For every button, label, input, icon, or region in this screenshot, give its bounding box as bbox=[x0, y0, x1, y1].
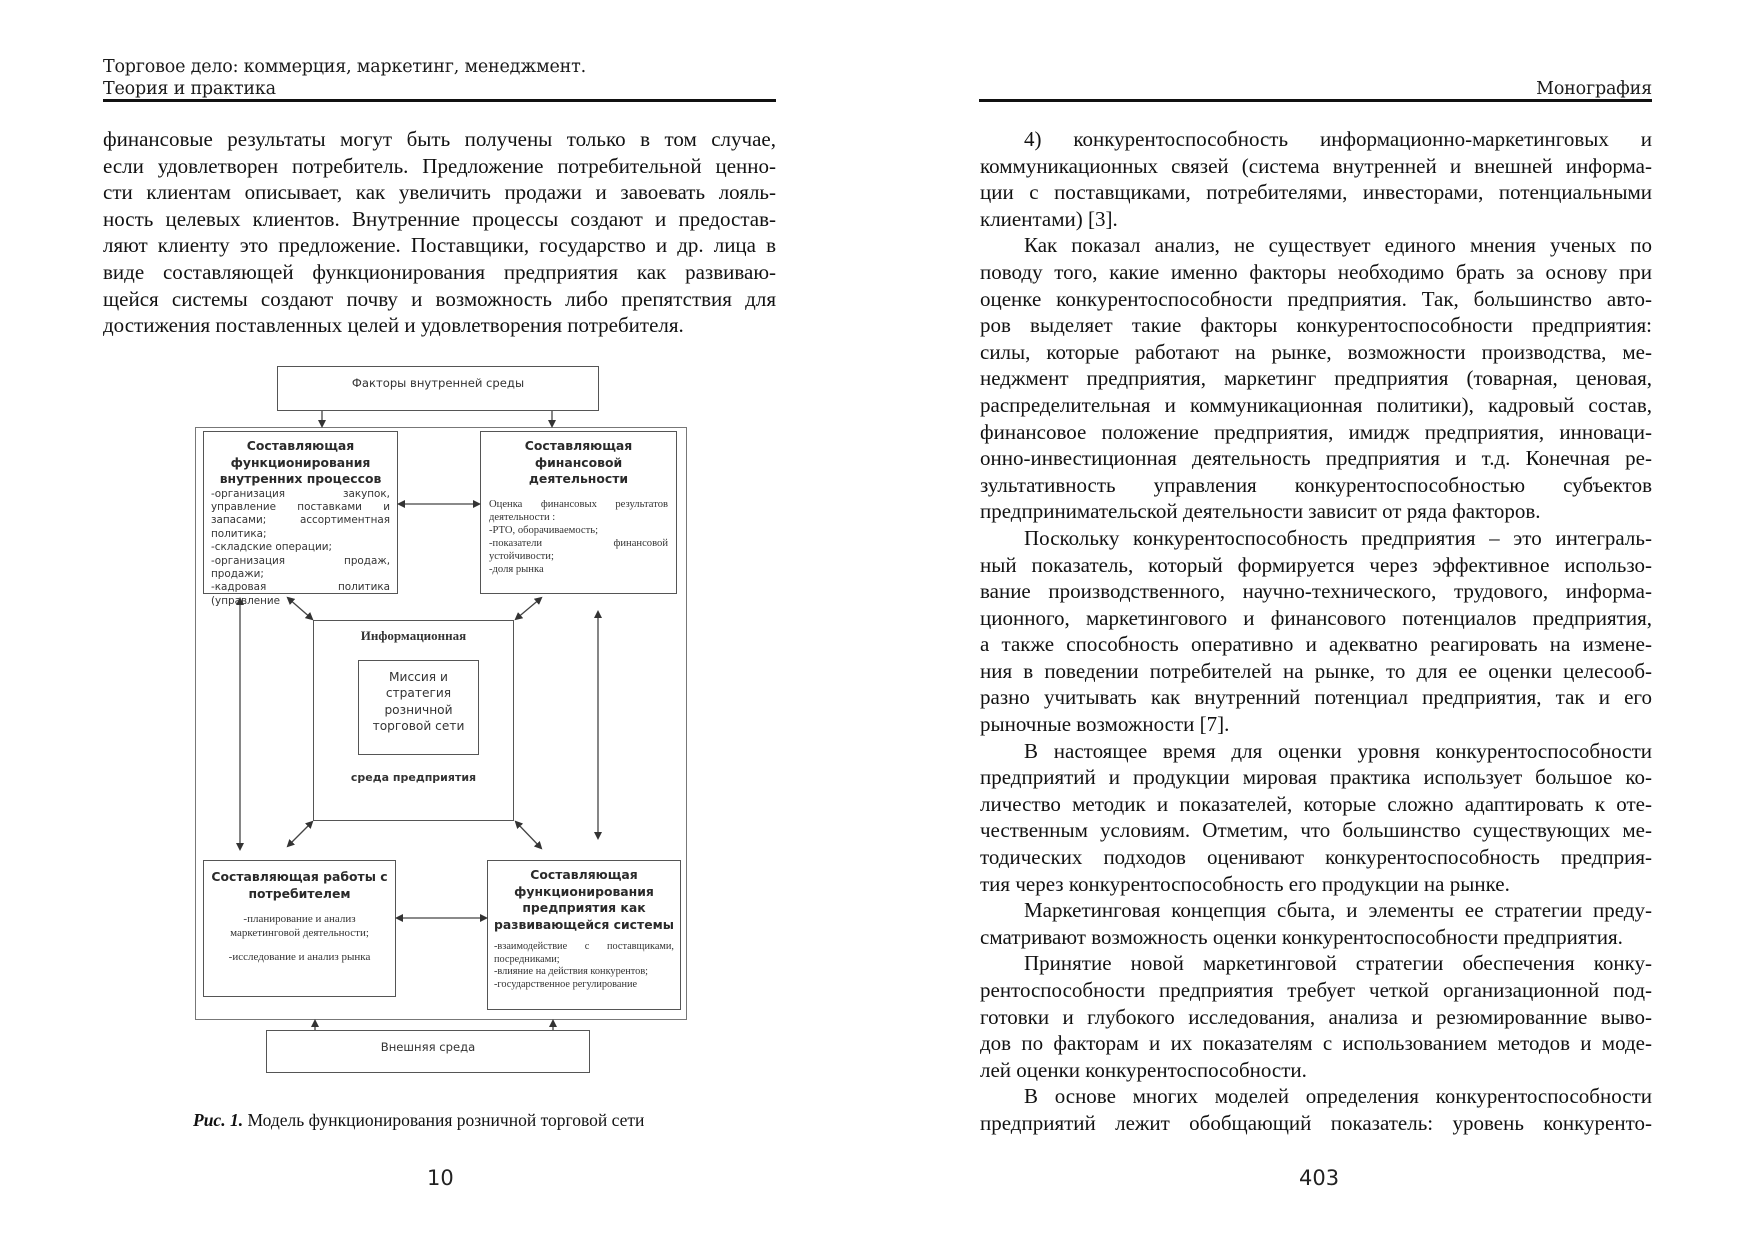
body-line: вание производственного, научно-технического, трудового, информа- bbox=[980, 579, 1652, 604]
box-title-line: предприятия как bbox=[522, 900, 646, 915]
body-line: неджмент предприятия, маркетинг предприятия (товарная, ценовая, bbox=[980, 366, 1652, 391]
box-title-line: деятельности bbox=[528, 471, 629, 486]
mission-line: торговой сети bbox=[372, 718, 465, 733]
body-line: предприятий лежит обобщающий показатель: уровень конкуренто- bbox=[980, 1110, 1652, 1135]
box-item-line: -доля рынка bbox=[489, 563, 544, 575]
body-line: разно учитывать как внутренний потенциал предприятия, так и его bbox=[980, 685, 1652, 710]
double-arrow-icon bbox=[288, 598, 312, 619]
body-line: финансовые результаты могут быть получены только в том случае, bbox=[103, 127, 776, 151]
box-title-line: развивающейся системы bbox=[494, 916, 674, 932]
body-line: дов по факторам и их показателям с использованием методов и моде- bbox=[980, 1031, 1652, 1056]
body-line: Как показал анализ, не существует единого мнения ученых по bbox=[1024, 233, 1652, 258]
body-line: личество методик и показателей, которые сложно адаптировать к оте- bbox=[980, 791, 1652, 816]
body-line: Маркетинговая концепция сбыта, и элементы ее стратегии преду- bbox=[1024, 898, 1652, 923]
body-line: распределительная и коммуникационная политики), кадровый состав, bbox=[980, 392, 1652, 417]
box-title-line: Составляющая bbox=[246, 438, 355, 453]
box-title-line: функционирования bbox=[230, 454, 371, 470]
box-item-line: -РТО, оборачиваемость; bbox=[489, 524, 599, 536]
box-item-line: -складские операции; bbox=[211, 541, 332, 554]
box-title-line: внутренних процессов bbox=[219, 471, 382, 486]
header-rule-right bbox=[979, 99, 1652, 102]
box-title-line: функционирования bbox=[514, 883, 654, 899]
figure-caption-label: Рис. 1. bbox=[193, 1110, 244, 1130]
mission-line: Миссия и bbox=[389, 670, 448, 684]
box-title-line: Составляющая bbox=[530, 867, 638, 882]
running-head-line-1: Торговое дело: коммерция, маркетинг, менеджмент. bbox=[103, 57, 586, 77]
body-line: сматривают возможность оценки конкурентоспособности предприятия. bbox=[980, 924, 1623, 949]
body-line: поводу того, какие именно факторы необходимо брать за основу при bbox=[980, 259, 1652, 284]
right-page bbox=[877, 0, 1754, 1241]
body-line: ров выделяет такие факторы конкурентоспособности предприятия: bbox=[980, 313, 1652, 338]
page-number-left: 10 bbox=[427, 1166, 454, 1190]
box-information-environment: Информационная Миссия и стратегия розничной торговой сети среда предприятия bbox=[313, 620, 514, 821]
box-external-environment: Внешняя среда bbox=[266, 1030, 590, 1073]
body-line: щейся системы создают почву и возможность либо препятствия для bbox=[103, 286, 776, 311]
box-item-line: управление поставками и bbox=[211, 500, 390, 513]
box-item-line: -организация продаж, продажи; bbox=[211, 554, 390, 580]
body-line: Поскольку конкурентоспособность предприятия – это интеграль- bbox=[1024, 525, 1652, 550]
body-line: тодических подходов оценивают конкурентоспособность предприя- bbox=[980, 845, 1652, 870]
body-line: ный показатель, который формируется через эффективное использо- bbox=[980, 552, 1652, 577]
double-arrow-icon bbox=[516, 822, 541, 848]
body-line: В основе многих моделей определения конкурентоспособности bbox=[1024, 1084, 1652, 1109]
body-line: достижения поставленных целей и удовлетворения потребителя. bbox=[103, 313, 684, 338]
double-arrow-icon bbox=[516, 598, 541, 619]
body-line: а также способность оперативно и адекватно реагировать на измене- bbox=[980, 632, 1652, 657]
running-head-right: Монография bbox=[1536, 79, 1652, 99]
body-line: ляют клиенту это предложение. Поставщики, государство и др. лица в bbox=[103, 233, 776, 258]
body-line: клиентами) [3]. bbox=[980, 206, 1118, 231]
box-item-line: -показатели финансовой bbox=[489, 537, 668, 549]
box-item-line: устойчивости; bbox=[489, 550, 554, 562]
box-item-line: -исследование и анализ рынка bbox=[228, 951, 371, 963]
running-head-line-2: Теория и практика bbox=[103, 79, 276, 99]
box-item-line: -планирование и анализ bbox=[243, 913, 356, 925]
body-line: если удовлетворен потребитель. Предложение потребительной ценно- bbox=[103, 153, 776, 178]
body-line: зультативность управления конкурентоспособностью субъектов bbox=[980, 472, 1652, 497]
box-item-line: деятельности : bbox=[489, 511, 556, 523]
box-item-line: посредниками; bbox=[494, 953, 560, 965]
box-item-line: -государственное регулирование bbox=[494, 978, 638, 990]
body-line: В настоящее время для оценки уровня конкурентоспособности bbox=[1024, 738, 1652, 763]
box-item-line: -организация закупок, bbox=[211, 487, 390, 500]
body-line: ность целевых клиентов. Внутренние процессы создают и предостав- bbox=[103, 206, 776, 231]
body-line: рентоспособности предприятия требует четкой организационной под- bbox=[980, 978, 1652, 1002]
right-body-text bbox=[980, 126, 1652, 1137]
mission-line: розничной bbox=[384, 702, 453, 717]
body-line: коммуникационных связей (система внутренней и внешней информа- bbox=[980, 153, 1652, 178]
body-line: Принятие новой маркетинговой стратегии обеспечения конку- bbox=[1024, 951, 1652, 976]
box-item-line: -кадровая политика (управление bbox=[211, 581, 390, 607]
body-line: лей оценки конкурентоспособности. bbox=[980, 1057, 1307, 1082]
box-item-line: политика; bbox=[211, 527, 267, 540]
box-title-line: Составляющая работы с bbox=[211, 869, 388, 884]
mission-line: стратегия bbox=[385, 686, 452, 701]
body-line: сти клиентам описывает, как увеличить продажи и завоевать лояль- bbox=[103, 180, 776, 205]
body-line: предпринимательской деятельности зависит от ряда факторов. bbox=[980, 499, 1541, 524]
body-line: рыночные возможности [7]. bbox=[980, 712, 1230, 737]
box-item-line: запасами; ассортиментная bbox=[211, 514, 390, 527]
box-item-line: -взаимодействие с поставщиками, bbox=[494, 941, 674, 952]
figure-caption bbox=[193, 1110, 644, 1131]
page-number-right: 403 bbox=[1299, 1166, 1340, 1190]
figure-caption-text: Модель функционирования розничной торговой сети bbox=[243, 1110, 645, 1130]
box-item-line: маркетинговой деятельности; bbox=[230, 927, 369, 939]
double-arrow-icon bbox=[288, 822, 312, 846]
body-line: силы, которые работают на рынке, возможности производства, ме- bbox=[980, 339, 1652, 364]
box-title-line: потребителем bbox=[248, 885, 351, 901]
body-line: чественным условиям. Отметим, что большинство существующих ме- bbox=[980, 818, 1652, 843]
body-line: ния в поведении потребителей на рынке, то для ее оценки целесооб- bbox=[980, 658, 1652, 683]
box-internal-environment-factors: Факторы внутренней среды bbox=[277, 366, 599, 411]
box-item-line: -влияние на действия конкурентов; bbox=[494, 966, 649, 978]
body-line: предприятий и продукции мировая практика использует большое ко- bbox=[980, 765, 1652, 790]
body-line: ционного, маркетингового и финансового потенциалов предприятия, bbox=[980, 605, 1652, 630]
body-line: готовки и глубокого исследования, анализа и резюмированние выво- bbox=[980, 1004, 1652, 1029]
body-line: финансовое положение предприятия, имидж предприятия, инноваци- bbox=[980, 419, 1652, 444]
body-line: 4) конкурентоспособность информационно-маркетинговых и bbox=[1024, 127, 1652, 151]
body-line: онно-инвестиционная деятельность предприятия и т.д. Конечная ре- bbox=[980, 446, 1652, 471]
box-item-line: Оценка финансовых результатов bbox=[489, 498, 668, 510]
box-title-line: Составляющая финансовой bbox=[524, 438, 633, 470]
body-line: тия через конкурентоспособность его продукции на рынке. bbox=[980, 871, 1510, 896]
body-line: оценке конкурентоспособности предприятия. Так, большинство авто- bbox=[980, 286, 1652, 311]
body-line: ции с поставщиками, потребителями, инвесторами, потенциальными bbox=[980, 180, 1652, 205]
body-line: виде составляющей функционирования предприятия как развиваю- bbox=[103, 259, 776, 284]
